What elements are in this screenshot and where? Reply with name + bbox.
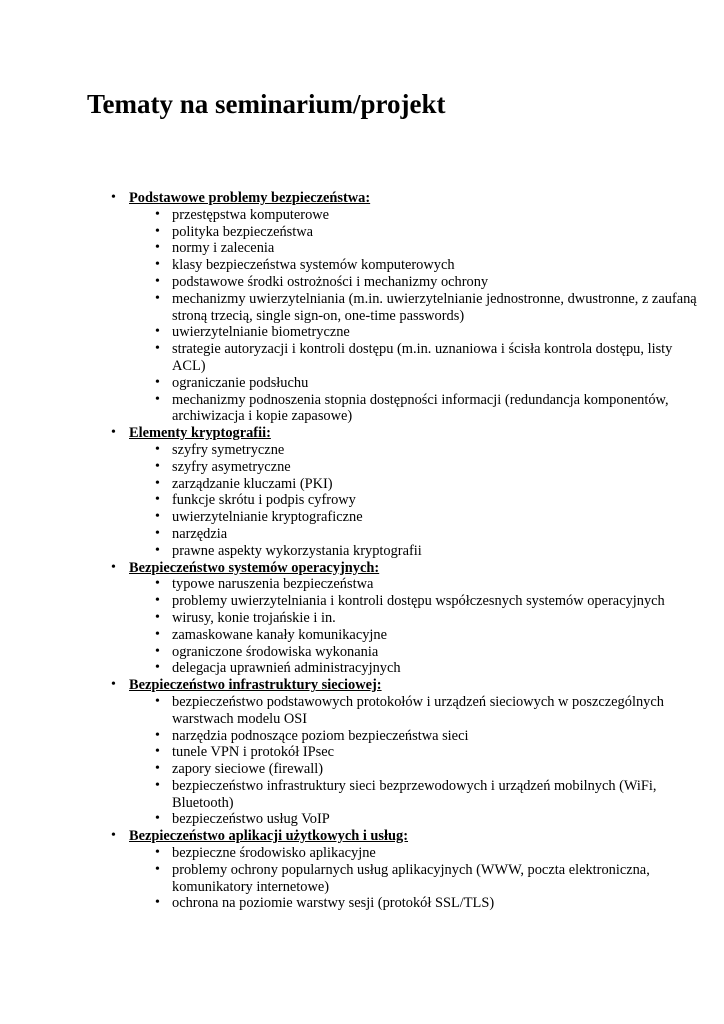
section-item-list [129,694,704,828]
list-item: • bezpieczeństwo podstawowych protokołów i urządzeń sieciowych w poszczególnych warstwach modelu OSI [129,694,704,728]
list-item: • narzędzia podnoszące poziom bezpieczeństwa sieci [129,728,704,745]
section-item-list [129,442,704,560]
list-item: • narzędzia [129,526,704,543]
section-heading: Podstawowe problemy bezpieczeństwa: [129,190,371,206]
list-item: • bezpieczeństwo infrastruktury sieci bezprzewodowych i urządzeń mobilnych (WiFi, Bluetooth) [129,778,704,812]
section-item-list [129,207,704,425]
list-item: • szyfry symetryczne [129,442,704,459]
list-item: • uwierzytelnianie biometryczne [129,324,704,341]
list-item: • ograniczone środowiska wykonania [129,644,704,661]
list-item: • prawne aspekty wykorzystania kryptografii [129,543,704,560]
list-item: • bezpieczeństwo usług VoIP [129,811,704,828]
section-network-security [104,677,704,828]
list-item: • problemy uwierzytelniania i kontroli dostępu współczesnych systemów operacyjnych [129,593,704,610]
list-item: • bezpieczne środowisko aplikacyjne [129,845,704,862]
list-item: • mechanizmy podnoszenia stopnia dostępności informacji (redundancja komponentów, archiwizacja i kopie zapasowe) [129,392,704,426]
section-heading: Elementy kryptografii: [129,425,271,442]
page-title: Tematy na seminarium/projekt [87,89,446,119]
list-item: • uwierzytelnianie kryptograficzne [129,509,704,526]
section-heading: Bezpieczeństwo infrastruktury sieciowej: [129,677,382,694]
section-basic-security-problems [104,190,704,425]
list-item: • funkcje skrótu i podpis cyfrowy [129,492,704,509]
list-item: • tunele VPN i protokół IPsec [129,744,704,761]
list-item: • ochrona na poziomie warstwy sesji (protokół SSL/TLS) [129,895,704,912]
list-item: • przestępstwa komputerowe [129,207,704,224]
section-cryptography [104,425,704,559]
list-item: • szyfry asymetryczne [129,459,704,476]
list-item: • podstawowe środki ostrożności i mechanizmy ochrony [129,274,704,291]
list-item: • wirusy, konie trojańskie i in. [129,610,704,627]
list-item: • zamaskowane kanały komunikacyjne [129,627,704,644]
section-item-list [129,845,704,912]
list-item: • zarządzanie kluczami (PKI) [129,476,704,493]
section-heading: Bezpieczeństwo systemów operacyjnych: [129,559,380,576]
list-item: • normy i zalecenia [129,240,704,257]
section-application-security [104,828,704,912]
list-item: • delegacja uprawnień administracyjnych [129,660,704,677]
list-item: • ograniczanie podsłuchu [129,375,704,392]
list-item: • klasy bezpieczeństwa systemów komputerowych [129,257,704,274]
list-item: • typowe naruszenia bezpieczeństwa [129,576,704,593]
list-item: • mechanizmy uwierzytelniania (m.in. uwierzytelnianie jednostronne, dwustronne, z zaufaną stroną trzecią, single sign-on, one-time passwords) [129,291,704,325]
topic-outline [104,190,704,912]
list-item: • polityka bezpieczeństwa [129,224,704,241]
list-item: • zapory sieciowe (firewall) [129,761,704,778]
list-item: • problemy ochrony popularnych usług aplikacyjnych (WWW, poczta elektroniczna, komunikatory internetowe) [129,862,704,896]
section-item-list [129,576,704,677]
section-heading: Bezpieczeństwo aplikacji użytkowych i usług: [129,828,409,845]
list-item: • strategie autoryzacji i kontroli dostępu (m.in. uznaniowa i ścisła kontrola dostępu, listy ACL) [129,341,704,375]
section-os-security [104,560,704,678]
